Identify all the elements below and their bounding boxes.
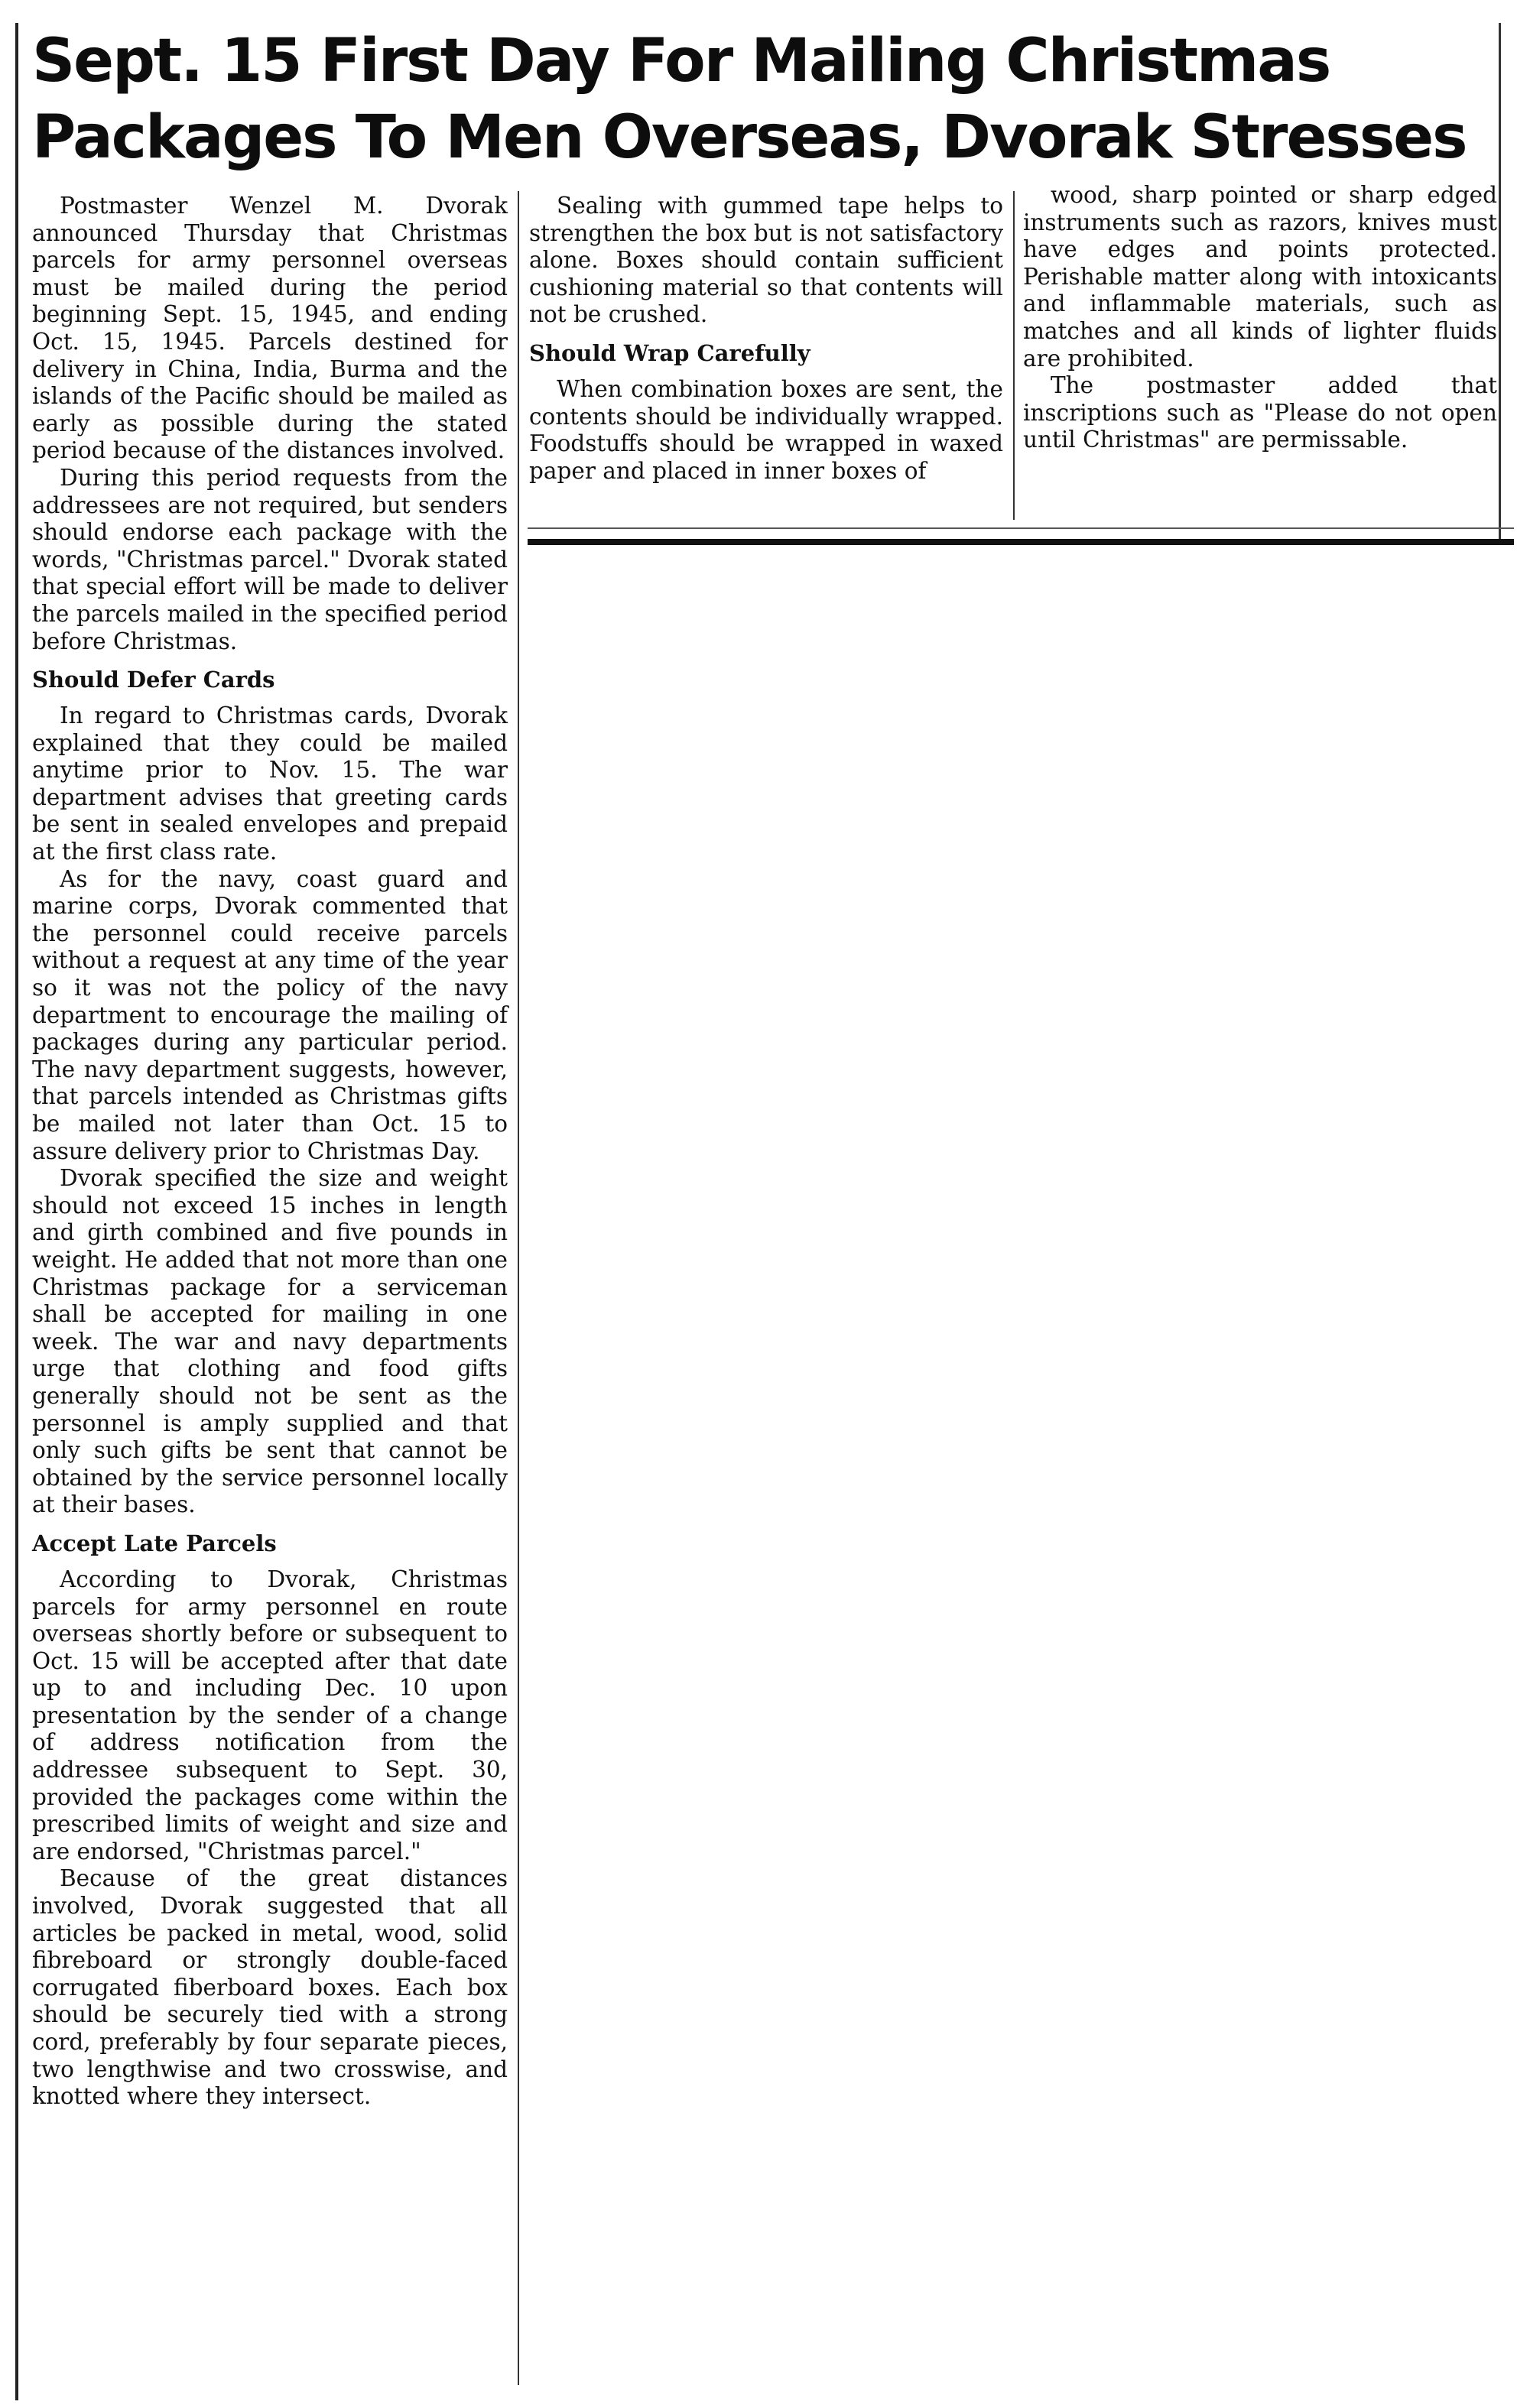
subheading-late-parcels: Accept Late Parcels	[32, 1530, 277, 1556]
subheading-wrap-carefully: Should Wrap Carefully	[529, 339, 810, 366]
right-border-rule	[1499, 23, 1501, 543]
column-3	[1023, 182, 1497, 454]
column-2	[529, 193, 1003, 485]
paragraph: The postmaster added that inscriptions such as "Please do not open until Christmas" are permissable.	[1023, 372, 1497, 453]
column-divider-1	[518, 191, 519, 2385]
paragraph: Dvorak specified the size and weight should not exceed 15 inches in length and girth combined and five pounds in weight. He added that not more than one Christmas package for a serviceman shall be accepted for mailing in one week. The war and navy departments urge that clothing and food gifts generally should not be sent as the personnel is amply supplied and that only such gifts be sent that cannot be obtained by the service personnel locally at their bases.	[32, 1165, 508, 1518]
paragraph: Because of the great distances involved, Dvorak suggested that all articles be packed in metal, wood, solid fibreboard or strongly double-faced corrugated fiberboard boxes. Each box should be securely tied with a strong cord, preferably by four separate pieces, two lengthwise and two crosswise, and knotted where they intersect.	[32, 1865, 508, 2110]
subheading-defer-cards: Should Defer Cards	[32, 667, 275, 693]
column-divider-2	[1013, 191, 1015, 520]
headline	[32, 23, 1485, 176]
headline-line-1: Sept. 15 First Day For Mailing Christmas	[32, 27, 1330, 96]
column-end-thin-rule	[528, 527, 1514, 529]
paragraph: According to Dvorak, Christmas parcels for army personnel en route overseas shortly before or subsequent to Oct. 15 will be accepted after that date up to and including Dec. 10 upon presentation by the sender of a change of address notification from the addressee subsequent to Sept. 30, provided the packages come within the prescribed limits of weight and size and are endorsed, "Christmas parcel."	[32, 1566, 508, 1864]
paragraph: During this period requests from the addressees are not required, but senders should endorse each package with the words, "Christmas parcel." Dvorak stated that special effort will be made to deliver the parcels mailed in the specified period before Christmas.	[32, 464, 508, 654]
paragraph: When combination boxes are sent, the contents should be individually wrapped. Foodstuffs should be wrapped in waxed paper and placed in inner boxes of	[529, 375, 1003, 484]
paragraph: Sealing with gummed tape helps to strengthen the box but is not satisfactory alone. Boxes should contain sufficient cushioning material so that contents will not be crushed.	[529, 193, 1003, 328]
paragraph: In regard to Christmas cards, Dvorak explained that they could be mailed anytime prior to Nov. 15. The war department advises that greeting cards be sent in sealed envelopes and prepaid at the first class rate.	[32, 703, 508, 865]
paragraph: Postmaster Wenzel M. Dvorak announced Thursday that Christmas parcels for army personnel overseas must be mailed during the period beginning Sept. 15, 1945, and ending Oct. 15, 1945. Parcels destined for delivery in China, India, Burma and the islands of the Pacific should be mailed as early as possible during the stated period because of the distances involved.	[32, 193, 508, 464]
paragraph: wood, sharp pointed or sharp edged instruments such as razors, knives must have edges and points protected. Perishable matter along with intoxicants and inflammable materials, such as matches and all kinds of lighter fluids are prohibited.	[1023, 182, 1497, 372]
paragraph: As for the navy, coast guard and marine corps, Dvorak commented that the personnel could receive parcels without a request at any time of the year so it was not the policy of the navy department to encourage the mailing of packages during any particular period. The navy department suggests, however, that parcels intended as Christmas gifts be mailed not later than Oct. 15 to assure delivery prior to Christmas Day.	[32, 865, 508, 1164]
column-end-rule	[528, 539, 1514, 545]
column-1	[32, 193, 508, 2111]
headline-line-2: Packages To Men Overseas, Dvorak Stresses	[32, 103, 1467, 172]
left-border-rule	[15, 23, 18, 2400]
